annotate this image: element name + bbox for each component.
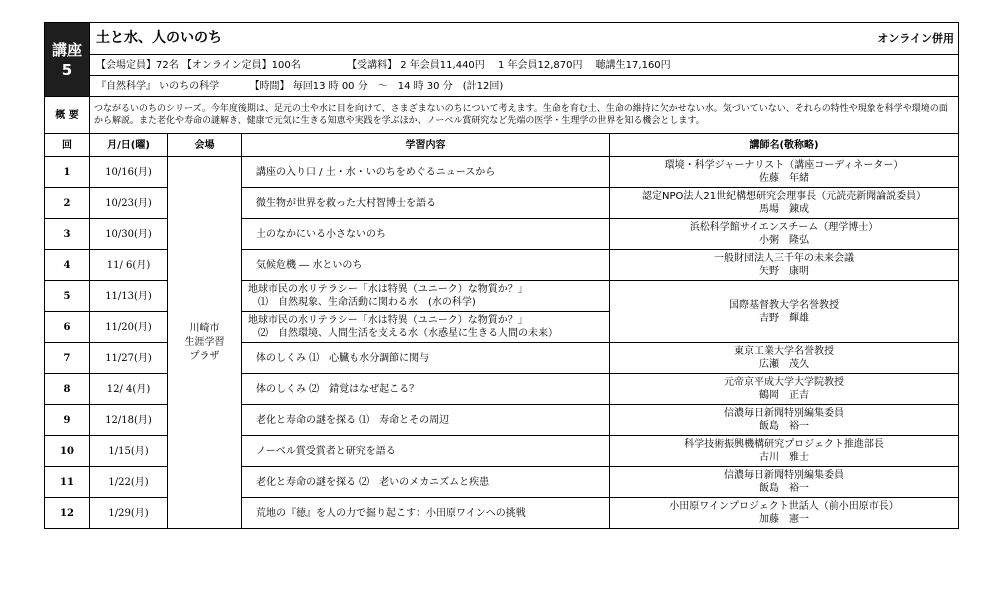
lecturer-name: 矢野 康明 (759, 266, 810, 277)
koza-label: 講座 (51, 40, 82, 59)
session-topic: 微生物が世界を救った大村智博士を語る (242, 188, 610, 219)
venue-line: プラザ (189, 350, 220, 362)
column-header-row (45, 134, 959, 157)
lecturer-cell (610, 219, 959, 250)
lecturer-name: 飯島 裕一 (759, 421, 810, 432)
table-row (45, 157, 959, 188)
lecturer-cell (610, 188, 959, 219)
lecturer-title: 国際基督教大学名誉教授 (729, 299, 840, 311)
session-date: 10/30(月) (90, 219, 168, 250)
course-title: 土と水、人のいのち (96, 30, 222, 46)
online-badge: オンライン併用 (877, 32, 955, 45)
session-topic: 気候危機 ― 水といのち (242, 250, 610, 281)
lecturer-cell (610, 374, 959, 405)
session-date: 12/18(月) (90, 405, 168, 436)
fee-info: 【受講料】 2 年会員11,440円 1 年会員12,870円 聴講生17,160円 (347, 59, 671, 71)
koza-badge (45, 23, 90, 97)
session-num: 7 (45, 343, 90, 374)
session-num: 1 (45, 157, 90, 188)
lecturer-name: 鶴岡 正吉 (759, 390, 810, 401)
col-date: 月/日(曜) (90, 134, 168, 157)
lecturer-title: 小田原ワインプロジェクト世話人（前小田原市長） (669, 501, 899, 512)
lecturer-name: 加藤 憲一 (759, 514, 810, 525)
lecturer-cell (610, 250, 959, 281)
course-title-cell (90, 23, 959, 55)
lecturer-name: 小粥 隆弘 (759, 235, 810, 246)
lecturer-title: 一般財団法人三千年の未来会議 (714, 253, 855, 264)
lecturer-name: 馬場 錬成 (759, 204, 810, 215)
session-num: 4 (45, 250, 90, 281)
session-date: 10/16(月) (90, 157, 168, 188)
lecturer-cell (610, 467, 959, 498)
lecturer-cell (610, 498, 959, 529)
course-description: つながるいのちのシリーズ。今年度後期は、足元の土や水に目を向けて、さまざまないのちについて考えます。生命を育む土、生命の維持に欠かせない水。気づいていない、それらの特性や現象を科学や環境の面から解説。また老化や寿命の謎解き、健康で元気に生きる知恵や実践を学ぶほか、ノーベル賞研究など先端の医学・生理学の世界を知る機会とします。 (90, 97, 959, 134)
lecturer-cell (610, 157, 959, 188)
session-date: 11/20(月) (90, 312, 168, 343)
session-date: 11/13(月) (90, 281, 168, 312)
session-topic-main: 地球市民の水リテラシー「水は特異（ユニーク）な物質か？」 (248, 315, 528, 326)
session-date: 12/ 4(月) (90, 374, 168, 405)
session-topic-main: 地球市民の水リテラシー「水は特異（ユニーク）な物質か？」 (248, 284, 528, 295)
session-num: 9 (45, 405, 90, 436)
session-topic: 体のしくみ ⑴ 心臓も水分調節に関与 (242, 343, 610, 374)
lecturer-name: 広瀬 茂久 (759, 359, 810, 370)
gaiyo-label: 概 要 (45, 97, 90, 134)
lecturer-name: 古川 雅士 (759, 452, 810, 463)
info-line-2 (90, 76, 959, 97)
session-num: 2 (45, 188, 90, 219)
lecturer-title: 信濃毎日新聞特別編集委員 (724, 470, 845, 481)
session-num: 3 (45, 219, 90, 250)
col-topic: 学習内容 (242, 134, 610, 157)
lecturer-cell (610, 436, 959, 467)
session-date: 1/29(月) (90, 498, 168, 529)
session-topic (242, 281, 610, 312)
session-num: 6 (45, 312, 90, 343)
course-sheet (44, 22, 958, 529)
lecturer-name: 佐藤 年緒 (759, 173, 810, 184)
session-date: 10/23(月) (90, 188, 168, 219)
session-topic-sub: ⑴ 自然現象、生命活動に関わる水 (水の科学) (258, 297, 476, 308)
koza-number: 5 (61, 60, 73, 79)
session-topic: 土のなかにいる小さないのち (242, 219, 610, 250)
session-topic (242, 312, 610, 343)
time-info: 【時間】 毎回13 時 00 分 ～ 14 時 30 分 (計12回) (249, 80, 504, 92)
session-topic: 体のしくみ ⑵ 錆覚はなぜ起こる？ (242, 374, 610, 405)
session-date: 1/15(月) (90, 436, 168, 467)
venue-cell (168, 157, 242, 529)
session-num: 12 (45, 498, 90, 529)
lecturer-name: 吉野 輝雄 (759, 312, 810, 324)
lecturer-title: 信濃毎日新聞特別編集委員 (724, 408, 845, 419)
session-date: 11/27(月) (90, 343, 168, 374)
lecturer-cell (610, 343, 959, 374)
session-topic-sub: ⑵ 自然環境、人間生活を支える水（水惑星に生きる人間の未来） (258, 328, 558, 339)
session-num: 10 (45, 436, 90, 467)
lecturer-cell-shared (610, 281, 959, 343)
session-num: 5 (45, 281, 90, 312)
session-date: 11/ 6(月) (90, 250, 168, 281)
session-date: 1/22(月) (90, 467, 168, 498)
session-topic: 老化と寿命の謎を探る ⑴ 寿命とその周辺 (242, 405, 610, 436)
col-num: 回 (45, 134, 90, 157)
session-topic: 荒地の『徳』を人の力で掘り起こす：小田原ワインへの挑戦 (242, 498, 610, 529)
session-num: 8 (45, 374, 90, 405)
venue-line: 生涯学習 (184, 336, 225, 348)
col-venue: 会場 (168, 134, 242, 157)
session-topic: ノーベル賞受賞者と研究を語る (242, 436, 610, 467)
lecturer-name: 飯島 裕一 (759, 483, 810, 494)
lecturer-cell (610, 405, 959, 436)
lecturer-title: 元帝京平成大学大学院教授 (724, 377, 845, 388)
col-lecturer: 講師名(敬称略) (610, 134, 959, 157)
lecturer-title: 環境・科学ジャーナリスト（講座コーディネーター） (664, 160, 904, 171)
info-line-1 (90, 55, 959, 76)
lecturer-title: 東京工業大学名誉教授 (734, 346, 835, 357)
series-info: 『自然科学』 いのちの科学 (96, 80, 220, 92)
lecturer-title: 認定NPO法人21世紀構想研究会理事長（元読売新聞論説委員） (641, 191, 927, 202)
course-table (44, 22, 959, 529)
lecturer-title: 浜松科学館サイエンスチーム（理学博士） (689, 222, 879, 233)
session-num: 11 (45, 467, 90, 498)
venue-line: 川崎市 (189, 322, 220, 334)
session-topic: 老化と寿命の謎を探る ⑵ 老いのメカニズムと疾患 (242, 467, 610, 498)
capacity-info: 【会場定員】72名 【オンライン定員】100名 (96, 59, 301, 71)
lecturer-title: 科学技術振興機構研究プロジェクト推進部長 (684, 439, 884, 450)
session-topic: 講座の入り口 / 土・水・いのちをめぐるニュースから (242, 157, 610, 188)
